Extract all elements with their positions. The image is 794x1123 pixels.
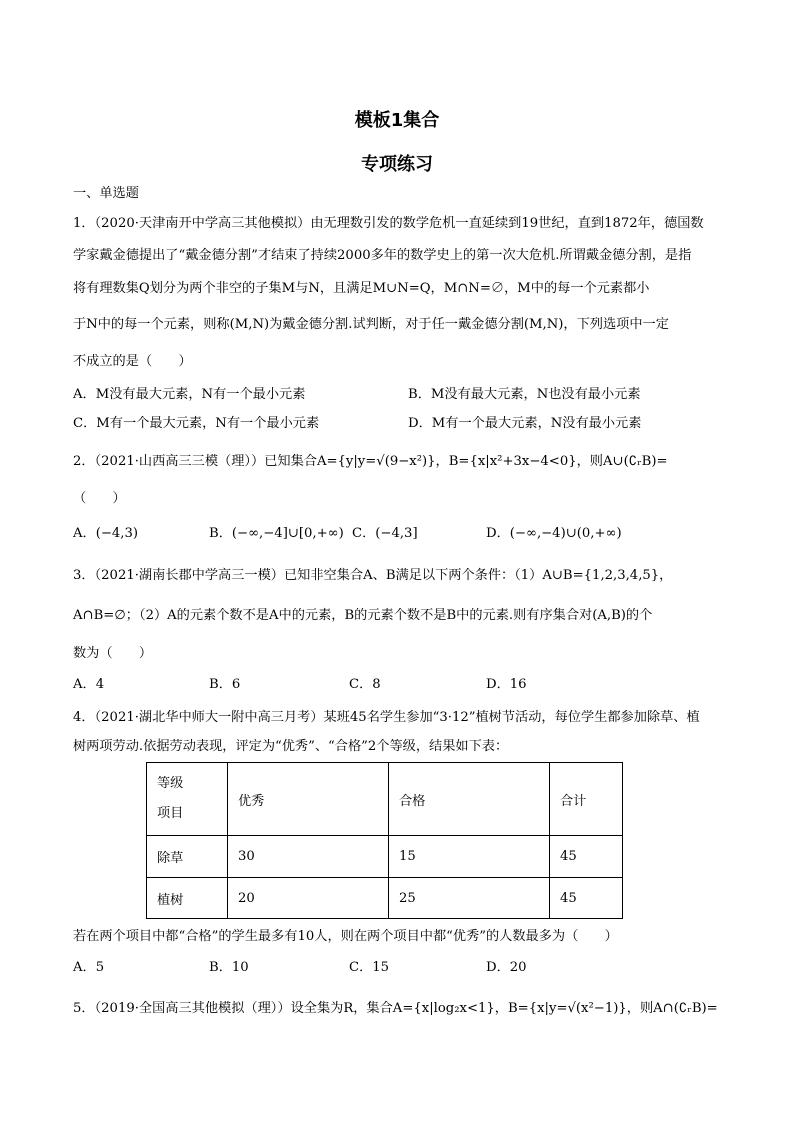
q4-option-c: C．15 — [349, 960, 390, 975]
corner-bottom-label: 项目 — [157, 806, 184, 821]
q1-line-4: 于N中的每一个元素，则称(M,N)为戴金德分割.试判断，对于任一戴金德分割(M,N)，下列选项中一定 — [73, 317, 669, 332]
table-cell: 20 — [228, 878, 389, 919]
q5-line-1: 5．（2019·全国高三其他模拟（理））设全集为R，集合A={x|log₂x<1}，B={x|y=√(x²−1)}，则A∩(∁ᵣB)= — [73, 1001, 718, 1016]
table-corner-cell — [147, 763, 228, 836]
table-header-cell: 优秀 — [228, 763, 389, 836]
q3-line-2: A∩B=∅；（2）A的元素个数不是A中的元素，B的元素个数不是B中的元素.则有序集合对(A,B)的个 — [73, 608, 653, 623]
q4-option-a: A．5 — [73, 960, 105, 975]
q1-option-b: B．M没有最大元素，N也没有最小元素 — [408, 387, 641, 402]
q4-line-1: 4．（2021·湖北华中师大一附中高三月考）某班45名学生参加“3·12”植树节活动，每位学生都参加除草、植 — [73, 710, 700, 725]
q2-option-b: B．(−∞,−4]∪[0,+∞) — [209, 526, 344, 541]
q3-line-1: 3．（2021·湖南长郡中学高三一模）已知非空集合A、B满足以下两个条件：（1）A∪B={1,2,3,4,5}， — [73, 568, 673, 583]
q3-line-3: 数为（ ） — [73, 646, 153, 661]
table-cell: 30 — [228, 836, 389, 878]
table-header-cell: 合格 — [389, 763, 550, 836]
q1-line-1: 1．（2020·天津南开中学高三其他模拟）由无理数引发的数学危机一直延续到19世纪，直到1872年，德国数 — [73, 216, 704, 231]
q1-option-d: D．M有一个最大元素，N没有最小元素 — [408, 416, 642, 431]
q1-line-2: 学家戴金德提出了“戴金德分割”才结束了持续2000多年的数学史上的第一次大危机.所谓戴金德分割，是指 — [73, 248, 692, 263]
section-heading: 一、单选题 — [73, 186, 139, 201]
page-title: 模板1集合 — [354, 110, 440, 131]
q4-line-2: 树两项劳动.依据劳动表现，评定为“优秀”、“合格”2个等级，结果如下表： — [73, 739, 509, 754]
table-cell: 45 — [550, 836, 623, 878]
q1-line-3: 将有理数集Q划分为两个非空的子集M与N，且满足M∪N=Q，M∩N=∅，M中的每一个元素都小 — [73, 281, 650, 296]
row-label: 植树 — [147, 878, 228, 919]
table-header-cell: 合计 — [550, 763, 623, 836]
q2-line-2: （ ） — [73, 491, 126, 506]
q2-option-c: C．(−4,3] — [352, 526, 418, 541]
table-cell: 25 — [389, 878, 550, 919]
table-header-row — [147, 763, 623, 836]
q1-line-5: 不成立的是（ ） — [73, 354, 192, 369]
q2-option-a: A．(−4,3) — [73, 526, 139, 541]
q3-option-b: B．6 — [209, 677, 241, 692]
row-label: 除草 — [147, 836, 228, 878]
q4-option-b: B．10 — [209, 960, 249, 975]
q2-line-1: 2．（2021·山西高三三模（理））已知集合A={y|y=√(9−x²)}，B={x|x²+3x−4<0}，则A∪(∁ᵣB)= — [73, 454, 668, 469]
grade-table — [146, 762, 623, 919]
q1-option-a: A．M没有最大元素，N有一个最小元素 — [73, 387, 306, 402]
q3-option-d: D．16 — [486, 677, 527, 692]
q3-option-c: C．8 — [349, 677, 381, 692]
page-subtitle: 专项练习 — [361, 154, 433, 175]
table-cell: 15 — [389, 836, 550, 878]
q1-option-c: C．M有一个最大元素，N有一个最小元素 — [73, 416, 320, 431]
q4-option-d: D．20 — [486, 960, 527, 975]
q4-line-3: 若在两个项目中都“合格”的学生最多有10人，则在两个项目中都“优秀”的人数最多为（ ） — [73, 929, 618, 944]
q3-option-a: A．4 — [73, 677, 105, 692]
corner-top-label: 等级 — [157, 776, 184, 791]
table-row — [147, 878, 623, 919]
table-cell: 45 — [550, 878, 623, 919]
q2-option-d: D．(−∞,−4)∪(0,+∞) — [486, 526, 622, 541]
table-row — [147, 836, 623, 878]
